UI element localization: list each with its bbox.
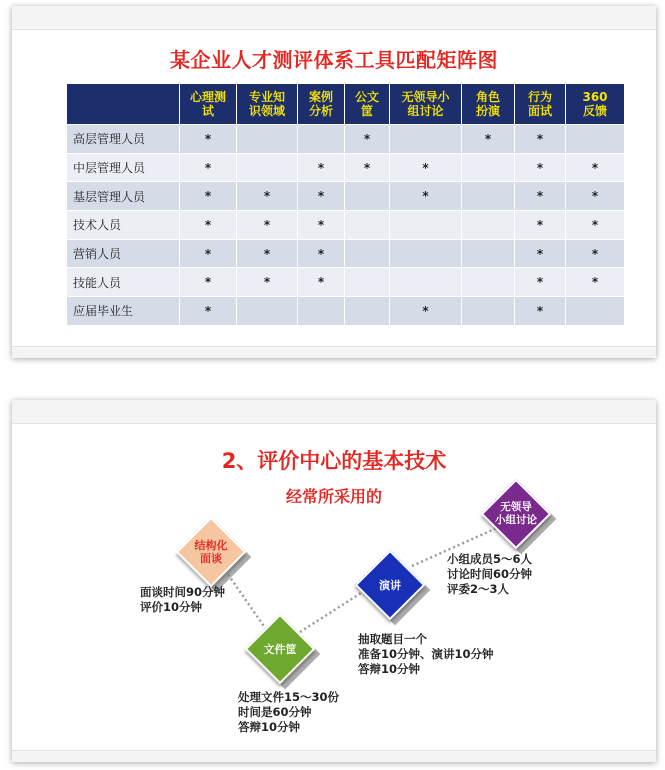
matrix-cell: * [180, 125, 236, 153]
node-leaderless-group [488, 486, 544, 542]
matrix-header-row [67, 84, 624, 124]
matrix-cell: * [237, 182, 297, 210]
matrix-cell [462, 297, 514, 325]
matrix-cell [298, 297, 344, 325]
column-header: 专业知 识领域 [237, 84, 297, 124]
row-label: 基层管理人员 [67, 182, 179, 210]
slide-bottom-bar [12, 750, 656, 762]
matrix-cell [345, 268, 389, 296]
matrix-title: 某企业人才测评体系工具匹配矩阵图 [170, 48, 498, 72]
node-label: 演讲 [379, 578, 401, 592]
matrix-cell [345, 211, 389, 239]
techniques-title: 2、评价中心的基本技术 [221, 449, 447, 473]
matrix-cell [298, 125, 344, 153]
matrix-cell: * [390, 297, 461, 325]
matrix-cell: * [566, 154, 624, 182]
row-label: 营销人员 [67, 240, 179, 268]
matrix-cell [462, 182, 514, 210]
node-label: 无领导 [500, 501, 532, 513]
row-label: 应届毕业生 [67, 297, 179, 325]
matrix-row [67, 182, 624, 210]
column-header: 心理测 试 [180, 84, 236, 124]
matrix-cell: * [515, 211, 565, 239]
node-structured-interview [183, 524, 239, 580]
slide-bottom-bar [12, 346, 656, 358]
column-header: 案例 分析 [298, 84, 344, 124]
node-label: 面谈 [200, 552, 222, 565]
matrix-cell [462, 268, 514, 296]
matrix-row [67, 297, 624, 325]
matrix-cell: * [462, 125, 514, 153]
matrix-cell: * [515, 154, 565, 182]
matrix-row [67, 240, 624, 268]
column-header: 360 反馈 [566, 84, 624, 124]
node-description: 小组成员5～6人 讨论时间60分钟 评委2～3人 [447, 552, 533, 596]
matrix-cell: * [180, 297, 236, 325]
matrix-cell: * [180, 268, 236, 296]
matrix-cell: * [390, 182, 461, 210]
node-in-basket [252, 621, 308, 677]
node-speech [362, 557, 418, 613]
node-label: 小组讨论 [495, 514, 537, 526]
matrix-cell [237, 154, 297, 182]
matrix-cell: * [515, 297, 565, 325]
matrix-cell: * [298, 154, 344, 182]
matrix-cell [390, 268, 461, 296]
row-label: 技术人员 [67, 211, 179, 239]
column-header: 角色 扮演 [462, 84, 514, 124]
matrix-cell [566, 297, 624, 325]
matrix-corner-cell [67, 84, 179, 124]
node-description: 面谈时间90分钟 评价10分钟 [140, 585, 226, 614]
matrix-cell: * [345, 154, 389, 182]
matrix-row [67, 211, 624, 239]
matrix-cell: * [180, 240, 236, 268]
matrix-cell: * [180, 211, 236, 239]
node-label: 结构化 [194, 539, 228, 552]
row-label: 技能人员 [67, 268, 179, 296]
matrix-cell [237, 125, 297, 153]
matrix-row [67, 268, 624, 296]
row-label: 高层管理人员 [67, 125, 179, 153]
node-description: 抽取题目一个 准备10分钟、演讲10分钟 答辩10分钟 [358, 632, 494, 676]
matrix-cell: * [298, 268, 344, 296]
matrix-cell [237, 297, 297, 325]
matrix-cell: * [237, 268, 297, 296]
node-description: 处理文件15～30份 时间是60分钟 答辩10分钟 [238, 690, 340, 734]
matrix-cell: * [237, 240, 297, 268]
matrix-cell: * [298, 240, 344, 268]
matrix-cell [566, 125, 624, 153]
matrix-cell [390, 125, 461, 153]
matrix-cell: * [566, 211, 624, 239]
slide-top-bar [12, 6, 656, 30]
matrix-cell: * [515, 182, 565, 210]
column-header: 行为 面试 [515, 84, 565, 124]
matrix-cell [345, 182, 389, 210]
matrix-cell: * [180, 182, 236, 210]
matrix-cell: * [390, 154, 461, 182]
matrix-row [67, 154, 624, 182]
matrix-cell [345, 240, 389, 268]
matrix-cell: * [566, 182, 624, 210]
tool-matrix-table [66, 83, 625, 326]
node-label: 文件筐 [263, 642, 297, 656]
matrix-cell [462, 154, 514, 182]
matrix-cell [390, 240, 461, 268]
matrix-cell [462, 211, 514, 239]
matrix-cell: * [515, 268, 565, 296]
slide-techniques [12, 400, 656, 762]
matrix-cell [462, 240, 514, 268]
matrix-cell: * [515, 125, 565, 153]
matrix-cell: * [298, 211, 344, 239]
matrix-cell: * [515, 240, 565, 268]
matrix-cell: * [566, 268, 624, 296]
matrix-cell: * [180, 154, 236, 182]
matrix-cell: * [298, 182, 344, 210]
matrix-cell [390, 211, 461, 239]
column-header: 无领导小 组讨论 [390, 84, 461, 124]
matrix-row [67, 125, 624, 153]
techniques-subtitle: 经常所采用的 [285, 487, 382, 506]
matrix-cell [345, 297, 389, 325]
row-label: 中层管理人员 [67, 154, 179, 182]
matrix-cell: * [237, 211, 297, 239]
matrix-cell: * [566, 240, 624, 268]
slide-matrix [12, 6, 656, 358]
matrix-cell: * [345, 125, 389, 153]
column-header: 公文 筐 [345, 84, 389, 124]
